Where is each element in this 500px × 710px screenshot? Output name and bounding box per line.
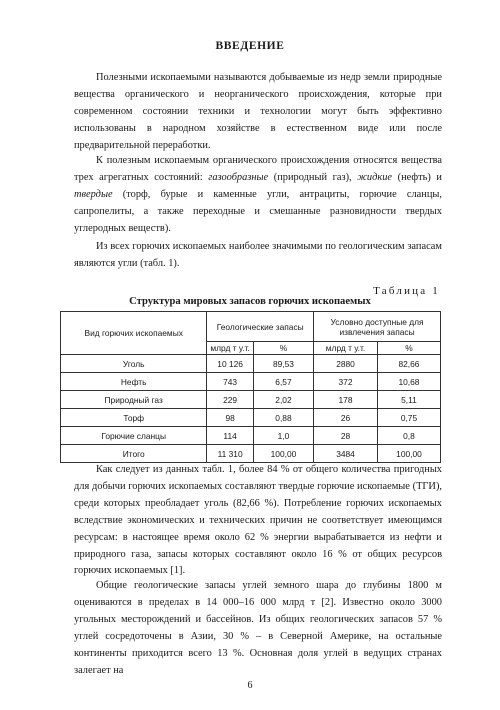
- header-fuel-type: Вид горючих ископаемых: [61, 312, 207, 355]
- cell-geo-value: 229: [207, 391, 253, 409]
- table-title: Структура мировых запасов горючих ископаемых: [129, 296, 371, 307]
- paragraph-table-analysis: Как следует из данных табл. 1, более 84 % от общего количества пригодных для добычи горючих ископаемых составляют твердые горючие ископаемые (ТГИ), среди которых преобладает уголь (82,66 %). Потребление горючих ископаемых вследствие экономических и технических причин не соответствует имеющимся ресурсам: в настоящее время около 62 % энергии вырабатывается из нефти и природного газа, запасы которых составляют около 16 % от общих ресурсов горючих ископаемых [1].: [74, 464, 442, 577]
- table-row: [61, 427, 441, 445]
- cell-geo-value: 98: [207, 409, 253, 427]
- subheader-unit: млрд т у.т.: [314, 342, 378, 355]
- cell-fuel-name: Итого: [61, 445, 207, 463]
- paragraph-organic-text-g: (торф, бурые и каменные угли, антрациты, горючие сланцы, сапропелиты, а также переходные и смешанные разновидности твердых углеродных веществ).: [74, 188, 442, 234]
- paragraph-coal-reserves: Из всех горючих ископаемых наиболее значимыми по геологическим запасам являются угли (табл. 1).: [74, 241, 442, 269]
- cell-available-percent: 100,00: [377, 445, 440, 463]
- cell-available-percent: 5,11: [377, 391, 440, 409]
- cell-available-value: 2880: [314, 355, 378, 373]
- paragraph-organic-text-c: (природный газ),: [268, 171, 358, 183]
- term-gaseous: газообразные: [208, 171, 269, 183]
- table-total-row: [61, 445, 441, 463]
- cell-fuel-name: Горючие сланцы: [61, 427, 207, 445]
- subheader-unit: млрд т у.т.: [207, 342, 253, 355]
- paragraph-organic: [74, 153, 442, 238]
- table-header-row: [61, 312, 441, 342]
- table-row: [61, 373, 441, 391]
- paragraph-organic-text-a: К полезным ископаемым органического происхождения относятся вещества трех агрегатных состояний:: [74, 155, 442, 183]
- cell-fuel-name: Торф: [61, 409, 207, 427]
- cell-geo-percent: 89,53: [253, 355, 313, 373]
- header-geological-reserves: Геологические запасы: [207, 312, 314, 342]
- table-row: [61, 391, 441, 409]
- cell-geo-value: 11 310: [207, 445, 253, 463]
- paragraph-coal-distribution: Общие геологические запасы углей земного шара до глубины 1800 м оцениваются в пределах в 14 000–16 000 млрд т [2]. Известно около 3000 угольных месторождений и бассейнов. Из общих геологических запасов 57 % углей сосредоточены в Азии, 30 % – в Северной Америке, на остальные континенты приходится всего 13 %. Основная доля углей в ведущих странах залегает на: [74, 580, 442, 676]
- cell-available-value: 3484: [314, 445, 378, 463]
- cell-geo-percent: 100,00: [253, 445, 313, 463]
- cell-available-value: 28: [314, 427, 378, 445]
- cell-available-value: 178: [314, 391, 378, 409]
- cell-available-percent: 0,8: [377, 427, 440, 445]
- paragraph-organic-text-e: (нефть) и: [392, 171, 442, 183]
- term-solid: твердые: [74, 188, 113, 200]
- cell-geo-percent: 2,02: [253, 391, 313, 409]
- table-label: Таблица 1: [373, 285, 440, 297]
- cell-available-value: 372: [314, 373, 378, 391]
- cell-available-value: 26: [314, 409, 378, 427]
- cell-geo-percent: 1,0: [253, 427, 313, 445]
- header-available-reserves: Условно доступные для извлечения запасы: [314, 312, 441, 342]
- cell-geo-value: 743: [207, 373, 253, 391]
- cell-fuel-name: Природный газ: [61, 391, 207, 409]
- paragraph-intro: Полезными ископаемыми называются добываемые из недр земли природные вещества органического и неорганического происхождения, которые при современном состоянии техники и технологии могут быть эффективно использованы в народном хозяйстве в естественном виде или после предварительной переработки.: [74, 72, 442, 151]
- cell-available-percent: 10,68: [377, 373, 440, 391]
- term-liquid: жидкие: [357, 171, 393, 183]
- cell-fuel-name: Уголь: [61, 355, 207, 373]
- table-row: [61, 355, 441, 373]
- cell-geo-value: 114: [207, 427, 253, 445]
- subheader-percent: %: [253, 342, 313, 355]
- section-heading: ВВЕДЕНИЕ: [215, 40, 285, 52]
- table-row: [61, 409, 441, 427]
- reserves-table: [60, 311, 441, 463]
- cell-fuel-name: Нефть: [61, 373, 207, 391]
- cell-available-percent: 0,75: [377, 409, 440, 427]
- page-number: 6: [247, 680, 253, 691]
- cell-geo-percent: 6,57: [253, 373, 313, 391]
- cell-available-percent: 82,66: [377, 355, 440, 373]
- cell-geo-percent: 0,88: [253, 409, 313, 427]
- subheader-percent: %: [377, 342, 440, 355]
- cell-geo-value: 10 126: [207, 355, 253, 373]
